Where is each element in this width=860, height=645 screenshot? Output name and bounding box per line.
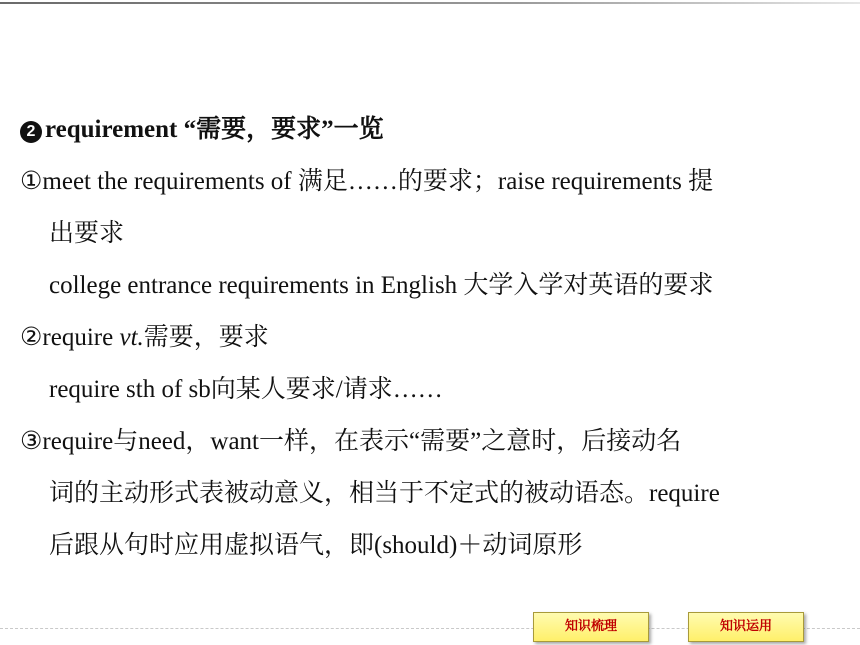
list-item-2-example: require sth of sb向某人要求/请求…… (49, 376, 443, 403)
section-heading-text: requirement “需要，要求”一览 (45, 116, 384, 143)
item-text-2-after: 需要，要求 (143, 324, 269, 351)
top-border-line (0, 2, 860, 4)
section-number-badge: 2 (20, 121, 42, 143)
content-block (20, 108, 855, 558)
list-item-1 (20, 169, 855, 194)
item-text-3: require与need，want一样，在表示“需要”之意时，后接动名 (42, 428, 682, 455)
item-marker-1: ① (20, 168, 43, 195)
item-text-2-pos: vt. (119, 324, 144, 351)
item-text-1: meet the requirements of 满足……的要求；raise requirements 提 (42, 168, 714, 195)
list-item-1-example: college entrance requirements in English 大学入学对英语的要求 (49, 272, 714, 299)
list-item-1-continuation: 出要求 (49, 220, 125, 247)
item-marker-2: ② (20, 324, 43, 351)
knowledge-use-button[interactable]: 知识运用 (688, 612, 804, 642)
list-item-2 (20, 325, 855, 350)
list-item-3 (20, 429, 855, 454)
item-text-2-before: require (42, 324, 120, 351)
list-item-3-continuation-1: 词的主动形式表被动意义，相当于不定式的被动语态。require (49, 480, 720, 507)
knowledge-review-button[interactable]: 知识梳理 (533, 612, 649, 642)
list-item-3-continuation-2: 后跟从句时应用虚拟语气，即(should)＋动词原形 (49, 532, 583, 559)
section-heading (20, 117, 855, 142)
item-marker-3: ③ (20, 428, 43, 455)
